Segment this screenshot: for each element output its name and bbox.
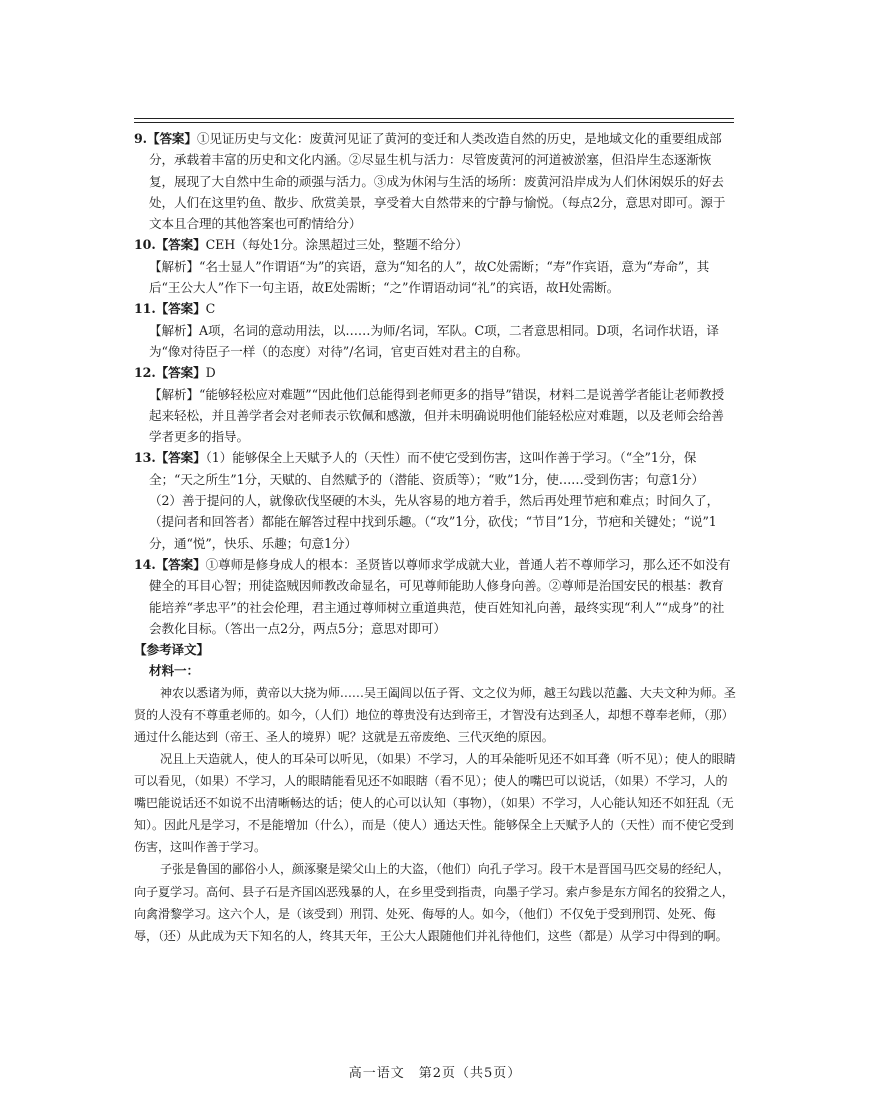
analysis-11: 【解析】A项，名词的意动用法，以……为师/名词，军队。C项，二者意思相同。D项，名词作状语，译为“像对待臣子一样（的态度）对待”/名词，官吏百姓对君主的自称。 bbox=[149, 322, 719, 359]
translation-paragraph-3: 子张是鲁国的鄙俗小人，颜涿聚是梁父山上的大盗，（他们）向孔子学习。段干木是晋国马匹交易的经纪人，向子夏学习。高何、县子石是齐国凶恶残暴的人，在乡里受到指责，向墨子学习。索卢参是东方闻名的狡猾之人，向禽滑黎学习。这六个人，是（该受到）刑罚、处死、侮辱的人。如今，（他们）不仅免于受到刑罚、处死、侮辱，（还）从此成为天下知名的人，终其天年，王公大人跟随他们并礼待他们，这些（都是）从学习中得到的啊。 bbox=[134, 862, 734, 943]
answer-11-label: 11.【答案】 bbox=[134, 301, 206, 317]
answer-10 bbox=[134, 234, 736, 255]
answer-9 bbox=[134, 128, 736, 234]
answer-9-label: 9.【答案】 bbox=[134, 131, 197, 146]
header-rule-top bbox=[134, 118, 734, 119]
answer-9-text: ①见证历史与文化：废黄河见证了黄河的变迁和人类改造自然的历史，是地域文化的重要组成部分，承载着丰富的历史和文化内涵。②尽显生机与活力：尽管废黄河的河道被淤塞，但沿岸生态逐渐恢复，展现了大自然中生命的顽强与活力。③成为休闲与生活的场所：废黄河沿岸成为人们休闲娱乐的好去处，人们在这里钓鱼、散步、欣赏美景，享受着大自然带来的宁静与愉悦。（每点2分，意思对即可。源于文本且合理的其他答案也可酌情给分） bbox=[149, 131, 726, 232]
analysis-12: 【解析】“能够轻松应对难题”“因此他们总能得到老师更多的指导”错误，材料二是说善学者能让老师教授起来轻松，并且善学者会对老师表示钦佩和感激，但并未明确说明他们能轻松应对难题，以及老师会给善学者更多的指导。 bbox=[149, 386, 725, 445]
analysis-10: 【解析】“名士显人”作谓语“为”的宾语，意为“知名的人”，故C处需断；“寿”作宾语，意为“寿命”，其后“王公大人”作下一句主语，故E处需断；“之”作谓语动词“礼”的宾语，故H处需断。 bbox=[149, 258, 710, 296]
answer-13-part-2: （2）善于提问的人，就像砍伐坚硬的木头，先从容易的地方着手，然后再处理节疤和难点；时间久了，（提问者和回答者）都能在解答过程中找到乐趣。（“攻”1分，砍伐；“节目”1分，节疤和关键处；“说”1分，通“悦”，快乐、乐趣；句意1分） bbox=[149, 493, 720, 551]
answer-12-text: D bbox=[205, 365, 216, 381]
translation-paragraph-1: 神农以悉诸为师，黄帝以大挠为师……吴王阖闾以伍子胥、文之仪为师，越王勾践以范蠡、大夫文种为师。圣贤的人没有不尊重老师的。如今，（人们）地位的尊贵没有达到帝王，才智没有达到圣人，却想不尊奉老师，（那）通过什么能达到（帝王、圣人的境界）呢？这就是五帝废绝、三代灭绝的原因。 bbox=[134, 685, 736, 744]
answer-13-label: 13.【答案】 bbox=[134, 450, 206, 466]
answer-14-text: ①尊师是修身成人的根本：圣贤皆以尊师求学成就大业，普通人若不尊师学习，那么还不如没有健全的耳目心智；刑徒盗贼因师教改命显名，可见尊师能助人修身向善。②尊师是治国安民的根基：教育能培养“孝忠平”的社会伦理，君主通过尊师树立重道典范，使百姓知礼向善，最终实现“利人”“成身”的社会教化目标。（答出一点2分，两点5分；意思对即可） bbox=[149, 556, 731, 636]
material-label: 材料一： bbox=[149, 663, 199, 679]
answer-11-text: C bbox=[205, 301, 216, 317]
header-rule-bottom bbox=[134, 122, 734, 123]
answer-12-label: 12.【答案】 bbox=[134, 365, 206, 381]
answer-13-text: （1）能够保全上天赋予人的（天性）而不使它受到伤害，这叫作善于学习。（“全”1分，保全；“天之所生”1分，天赋的、自然赋予的（潜能、资质等）；“败”1分，使……受到伤害；句意1分） bbox=[149, 450, 705, 487]
answer-10-text: CEH（每处1分。涂黑超过三处，整题不给分） bbox=[205, 237, 468, 253]
translation-paragraph-2: 况且上天造就人，使人的耳朵可以听见，（如果）不学习，人的耳朵能听见还不如耳聋（听不见）；使人的眼睛可以看见，（如果）不学习，人的眼睛能看见还不如眼瞎（看不见）；使人的嘴巴可以说话，（如果）不学习，人的嘴巴能说话还不如说不出清晰畅达的话；使人的心可以认知（事物），（如果）不学习，人心能认知还不如狂乱（无知）。因此凡是学习，不是能增加（什么），而是（使人）通达天性。能够保全上天赋予人的（天性）而不使它受到伤害，这叫作善于学习。 bbox=[134, 752, 736, 855]
translation-heading: 【参考译文】 bbox=[134, 642, 209, 658]
answer-11 bbox=[134, 298, 736, 319]
answer-14-label: 14.【答案】 bbox=[134, 556, 206, 572]
answer-12 bbox=[134, 362, 736, 383]
answer-14 bbox=[134, 554, 736, 639]
page-footer: 高一语文 第2页（共5页） bbox=[348, 1066, 522, 1081]
answer-key-content bbox=[134, 128, 736, 947]
answer-10-label: 10.【答案】 bbox=[134, 237, 206, 253]
answer-13 bbox=[134, 447, 736, 490]
